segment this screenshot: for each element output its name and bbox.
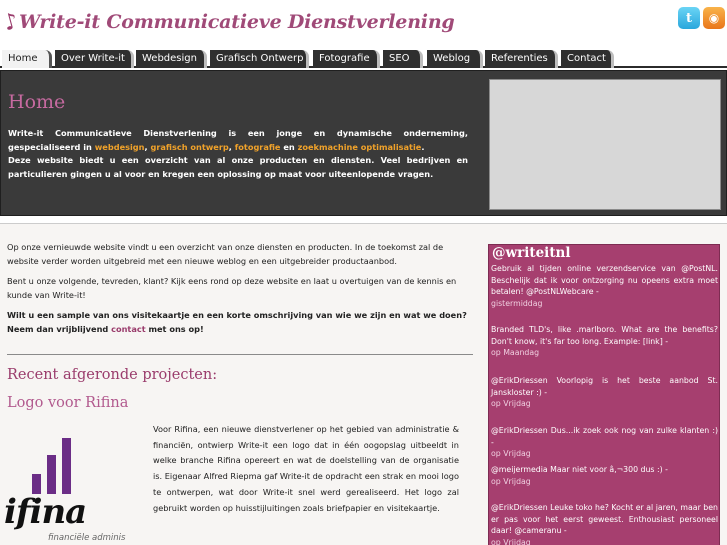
link-zoekmachine-optimalisatie[interactable]: zoekmachine optimalisatie bbox=[297, 141, 422, 152]
separator: , bbox=[144, 141, 151, 152]
rifina-logo-image bbox=[0, 424, 150, 545]
tweet-time[interactable]: op Vrijdag bbox=[491, 476, 531, 486]
separator: en bbox=[280, 141, 298, 152]
twitter-icon[interactable]: t bbox=[678, 7, 700, 29]
main-content bbox=[0, 223, 727, 545]
tweet-time[interactable]: op Vrijdag bbox=[491, 399, 531, 408]
tweet-text: Branded TLD's, like .marlboro. What are the benefits? Don't know, it's far too long. Example: [link] - bbox=[491, 325, 718, 346]
tweet-time[interactable]: op Maandag bbox=[491, 348, 540, 357]
tab-fotografie[interactable]: Fotografie bbox=[313, 50, 380, 68]
paragraph-cta bbox=[7, 308, 467, 336]
tab-referenties[interactable]: Referenties bbox=[485, 50, 558, 68]
link-fotografie[interactable]: fotografie bbox=[234, 141, 281, 152]
tweet bbox=[491, 425, 718, 460]
hero-section bbox=[0, 70, 727, 216]
rifina-tagline: financiële adminis bbox=[48, 533, 126, 543]
paragraph: Bent u onze volgende, tevreden, klant? Kijk eens rond op deze website en laat u overtuigen van de kennis en kunde van Write-it! bbox=[7, 276, 457, 300]
separator: , bbox=[228, 141, 235, 152]
rifina-bar bbox=[47, 455, 56, 494]
cta-text-end: met ons op! bbox=[145, 324, 204, 334]
tweet bbox=[491, 502, 718, 545]
social-links bbox=[678, 7, 725, 29]
contact-link[interactable]: contact bbox=[111, 324, 146, 334]
tab-seo[interactable]: SEO bbox=[383, 50, 423, 68]
tweet-text: @meijermedia Maar niet voor â‚¬300 dus :) - bbox=[491, 465, 668, 474]
tab-contact[interactable]: Contact bbox=[561, 50, 614, 68]
tweet bbox=[491, 464, 718, 487]
tweet-time[interactable]: gistermiddag bbox=[491, 298, 543, 308]
tweet-text: @ErikDriessen Leuke toko he? Kocht er al jaren, maar ben er pas voor het eerst geweest. Enthousiast personeel daar! @cameranu - bbox=[491, 503, 718, 535]
separator: . bbox=[421, 141, 425, 152]
tab-home[interactable]: Home bbox=[2, 50, 52, 68]
intro-text-2: Deze website biedt u een overzicht van al onze producten en diensten. Veel bedrijven en particulieren gingen u al voor en kregen een oplossing op maat voor uiteenlopende vragen. bbox=[8, 155, 468, 179]
tab-grafisch-ontwerp[interactable]: Grafisch Ontwerp bbox=[210, 50, 309, 68]
tweet-text: Gebruik al tijden online verzendservice van @PostNL. Beschelijk dat ik voor ontzorging nu opeens extra moet betalen! @PostNLWebcare - bbox=[491, 264, 718, 296]
paragraph: Op onze vernieuwde website vindt u een overzicht van onze diensten en producten. In de toekomst zal de website verder worden uitgebreid met een nieuwe weblog en een uitgebreider productaanbod. bbox=[7, 242, 444, 266]
twitter-widget bbox=[488, 244, 720, 545]
main-nav bbox=[0, 50, 727, 68]
page-title: Home bbox=[8, 91, 66, 113]
tab-over-write-it[interactable]: Over Write-it bbox=[55, 50, 134, 68]
tweet-time[interactable]: op Vrijdag bbox=[491, 537, 531, 545]
tab-weblog[interactable]: Weblog bbox=[427, 50, 483, 68]
site-title: Write-it Communicatieve Dienstverlening bbox=[19, 11, 455, 33]
tweet bbox=[491, 263, 718, 309]
twitter-handle[interactable]: @writeitnl bbox=[492, 245, 571, 261]
rifina-bar bbox=[62, 438, 71, 494]
intro-content bbox=[7, 240, 467, 342]
tab-webdesign[interactable]: Webdesign bbox=[136, 50, 207, 68]
link-webdesign[interactable]: webdesign bbox=[94, 141, 145, 152]
tweet-text: @ErikDriessen Voorlopig is het beste aanbod St. Janskloster :) - bbox=[491, 376, 718, 397]
site-logo[interactable] bbox=[1, 6, 455, 38]
tweet bbox=[491, 324, 718, 359]
rifina-wordmark: ifina bbox=[4, 492, 87, 532]
intro-text: Write-it Communicatieve Dienstverlening is een jonge en dynamische onderneming, gespecialiseerd in bbox=[8, 128, 468, 152]
tweet bbox=[491, 375, 718, 410]
music-note-icon: ♪ bbox=[1, 8, 22, 36]
link-grafisch-ontwerp[interactable]: grafisch ontwerp bbox=[150, 141, 229, 152]
hero-image-placeholder bbox=[489, 79, 721, 210]
projects-heading: Recent afgeronde projecten: bbox=[7, 367, 218, 383]
divider bbox=[7, 354, 473, 355]
cta-text: Wilt u een sample van ons visitekaartje en een korte omschrijving van wie we zijn en wat we doen? Neem dan vrijblijvend bbox=[7, 310, 467, 334]
tweet-time[interactable]: op Vrijdag bbox=[491, 449, 531, 458]
tweet-text: @ErikDriessen Dus...ik zoek ook nog van zulke klanten :) - bbox=[491, 426, 718, 447]
project-description: Voor Rifina, een nieuwe dienstverlener op het gebied van administratie & financiën, ontwierp Write-it een logo dat in één oogopslag uitbeeldt in welke branche Rifina opereert en wat de doelstelling van de organisatie is. Eigenaar Alfred Riepma gaf Write-it de opdracht een strak en mooi logo te ontwerpen, wat door Write-it snel werd gerealiseerd. Het logo zal gebruikt worden op huisstijluitingen zoals briefpapier en visitekaartje. bbox=[153, 424, 459, 513]
project-title[interactable]: Logo voor Rifina bbox=[7, 395, 129, 411]
rifina-bar bbox=[32, 474, 41, 494]
hero-intro bbox=[8, 127, 468, 181]
rss-icon[interactable]: ◉ bbox=[703, 7, 725, 29]
